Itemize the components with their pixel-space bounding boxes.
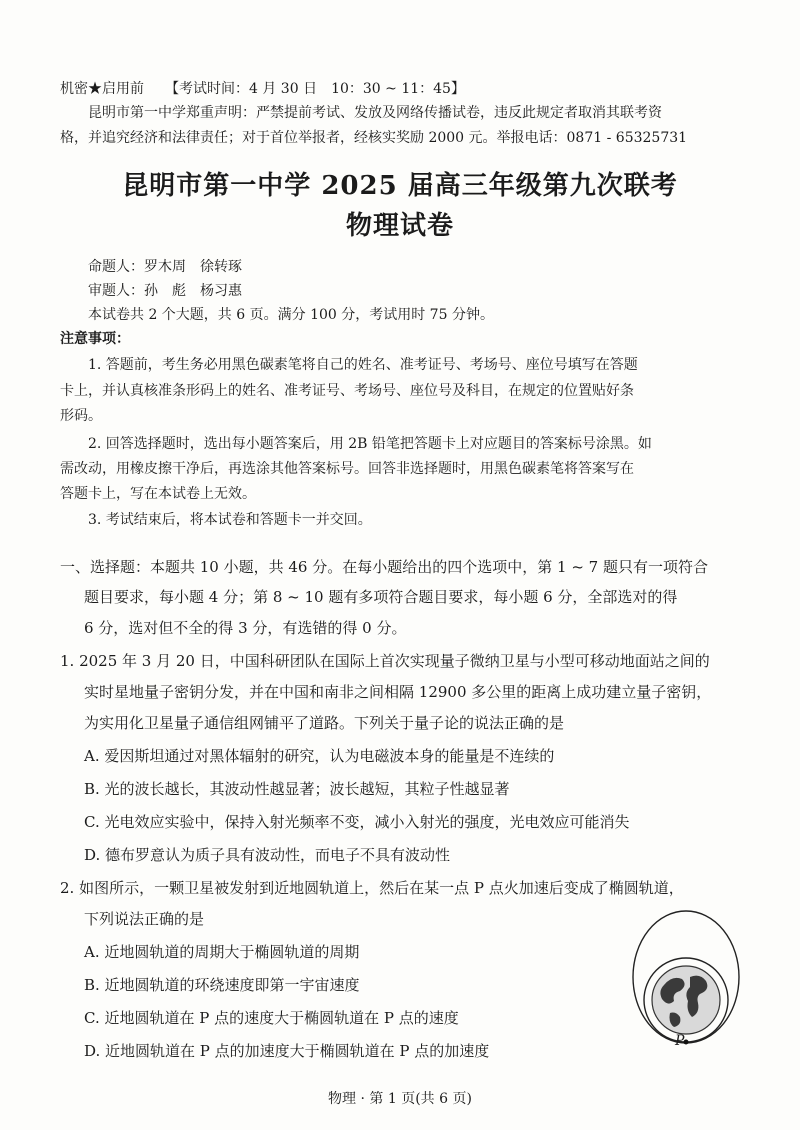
earth-globe: [652, 966, 720, 1034]
note-3: 3. 考试结束后，将本试卷和答题卡一并交回。: [88, 512, 372, 528]
question-authors: 命题人：罗木周 徐转琢: [88, 259, 242, 275]
question-2-option-c: C. 近地圆轨道在 P 点的速度大于椭圆轨道在 P 点的速度: [84, 1009, 459, 1027]
point-p-label: P: [675, 1033, 685, 1049]
notice-line-2: 格，并追究经济和法律责任；对于首位举报者，经核实奖励 2000 元。举报电话：0871 - 65325731: [60, 130, 688, 146]
question-1-option-a: A. 爱因斯坦通过对黑体辐射的研究，认为电磁波本身的能量是不连续的: [84, 747, 555, 765]
orbit-diagram: [630, 905, 742, 1055]
exam-title: 昆明市第一中学 2025 届高三年级第九次联考: [122, 171, 678, 201]
note-1-line-2: 卡上，并认真核准条形码上的姓名、准考证号、考场号、座位号及科目，在规定的位置贴好条: [60, 383, 634, 399]
question-1-line-3: 为实用化卫星量子通信组网铺平了道路。下列关于量子论的说法正确的是: [84, 714, 565, 732]
question-2-line-1: 2. 如图所示，一颗卫星被发射到近地圆轨道上，然后在某一点 P 点火加速后变成了椭圆轨道，: [60, 879, 684, 897]
section-1-line-3: 6 分，选对但不全的得 3 分，有选错的得 0 分。: [84, 619, 407, 637]
notes-heading: 注意事项：: [60, 331, 130, 347]
question-1-option-b: B. 光的波长越长，其波动性越显著；波长越短，其粒子性越显著: [84, 780, 510, 798]
question-1-line-2: 实时星地量子密钥分发，并在中国和南非之间相隔 12900 多公里的距离上成功建立量子密钥，: [84, 683, 712, 701]
question-2-option-d: D. 近地圆轨道在 P 点的加速度大于椭圆轨道在 P 点的加速度: [84, 1042, 490, 1060]
page-footer: 物理 · 第 1 页(共 6 页): [328, 1091, 472, 1107]
question-1-option-c: C. 光电效应实验中，保持入射光频率不变，减小入射光的强度，光电效应可能消失: [84, 813, 630, 831]
question-2-option-a: A. 近地圆轨道的周期大于椭圆轨道的周期: [84, 943, 360, 961]
note-1-line-1: 1. 答题前，考生务必用黑色碳素笔将自己的姓名、准考证号、考场号、座位号填写在答题: [88, 357, 638, 373]
exam-subtitle: 物理试卷: [345, 211, 454, 241]
section-1-line-2: 题目要求，每小题 4 分；第 8 ~ 10 题有多项符合题目要求，每小题 6 分，全部选对的得: [84, 588, 678, 606]
section-1-line-1: 一、选择题：本题共 10 小题，共 46 分。在每小题给出的四个选项中，第 1 ~ 7 题只有一项符合: [60, 558, 708, 576]
note-2-line-2: 需改动，用橡皮擦干净后，再选涂其他答案标号。回答非选择题时，用黑色碳素笔将答案写在: [60, 461, 634, 477]
question-1-line-1: 1. 2025 年 3 月 20 日，中国科研团队在国际上首次实现量子微纳卫星与小型可移动地面站之间的: [60, 652, 710, 670]
note-2-line-1: 2. 回答选择题时，选出每小题答案后，用 2B 铅笔把答题卡上对应题目的答案标号涂黑。如: [88, 436, 652, 452]
question-reviewers: 审题人：孙 彪 杨习惠: [88, 283, 242, 299]
notice-line-1: 昆明市第一中学郑重声明：严禁提前考试、发放及网络传播试卷，违反此规定者取消其联考资: [88, 105, 662, 121]
note-1-line-3: 形码。: [60, 408, 102, 424]
note-2-line-3: 答题卡上，写在本试卷上无效。: [60, 486, 256, 502]
question-1-option-d: D. 德布罗意认为质子具有波动性，而电子不具有波动性: [84, 846, 451, 864]
question-2-option-b: B. 近地圆轨道的环绕速度即第一宇宙速度: [84, 976, 360, 994]
orbit-figure: [630, 905, 742, 1055]
confidential-and-exam-time: 机密★启用前 【考试时间：4 月 30 日 10：30 ~ 11：45】: [60, 81, 465, 97]
question-2-line-2: 下列说法正确的是: [84, 910, 205, 928]
exam-info: 本试卷共 2 个大题，共 6 页。满分 100 分，考试用时 75 分钟。: [88, 307, 494, 323]
